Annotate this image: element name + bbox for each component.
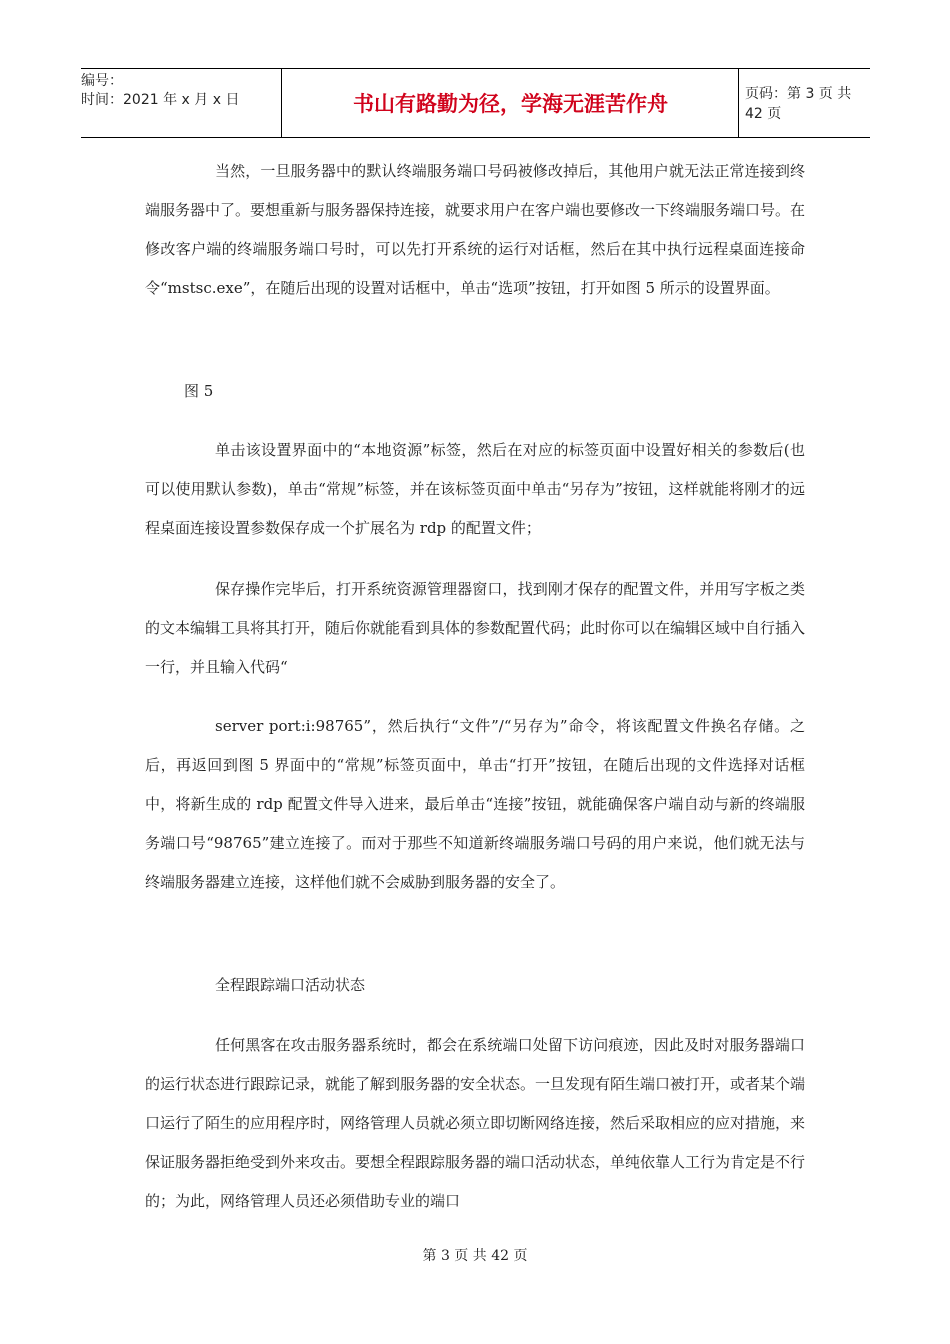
header-page-info: 页码：第 3 页 共 42 页: [745, 86, 852, 122]
page-header: [81, 68, 870, 138]
page-footer: 第 3 页 共 42 页: [422, 1248, 528, 1264]
serial-label: 编号：: [81, 73, 123, 89]
paragraph-5: 任何黑客在攻击服务器系统时，都会在系统端口处留下访问痕迹，因此及时对服务器端口的运行状态进行跟踪记录，就能了解到服务器的安全状态。一旦发现有陌生端口被打开，或者某个端口运行了陌生的应用程序时，网络管理人员就必须立即切断网络连接，然后采取相应的应对措施，来保证服务器拒绝受到外来攻击。要想全程跟踪服务器的端口活动状态，单纯依靠人工行为肯定是不行的；为此，网络管理人员还必须借助专业的端口: [145, 1036, 806, 1210]
header-meta: [81, 69, 282, 137]
paragraph-4: server port:i:98765”，然后执行“文件”/“另存为”命令，将该配置文件换名存储。之后，再返回到图 5 界面中的“常规”标签页面中，单击“打开”按钮，在随后出现的文件选择对话框中，将新生成的 rdp 配置文件导入进来，最后单击“连接”按钮，就能确保客户端自动与新的终端服务端口号“98765”建立连接了。而对于那些不知道新终端服务端口号码的用户来说，他们就无法与终端服务器建立连接，这样他们就不会威胁到服务器的安全了。: [145, 717, 805, 891]
paragraph-3: 保存操作完毕后，打开系统资源管理器窗口，找到刚才保存的配置文件，并用写字板之类的文本编辑工具将其打开，随后你就能看到具体的参数配置代码；此时你可以在编辑区域中自行插入一行，并且输入代码“: [145, 580, 806, 676]
paragraph-1: 当然，一旦服务器中的默认终端服务端口号码被修改掉后，其他用户就无法正常连接到终端服务器中了。要想重新与服务器保持连接，就要求用户在客户端也要修改一下终端服务端口号。在修改客户端的终端服务端口号时，可以先打开系统的运行对话框，然后在其中执行远程桌面连接命令“mstsc.exe”，在随后出现的设置对话框中，单击“选项”按钮，打开如图 5 所示的设置界面。: [145, 162, 806, 297]
paragraph-2: 单击该设置界面中的“本地资源”标签，然后在对应的标签页面中设置好相关的参数后(也可以使用默认参数)，单击“常规”标签，并在该标签页面中单击“另存为”按钮，这样就能将刚才的远程桌面连接设置参数保存成一个扩展名为 rdp 的配置文件；: [145, 441, 805, 537]
figure-label: 图 5: [184, 382, 214, 400]
section-heading: 全程跟踪端口活动状态: [215, 976, 366, 994]
date-line: 时间：2021 年 x 月 x 日: [81, 92, 240, 108]
header-motto: 书山有路勤为径，学海无涯苦作舟: [283, 69, 739, 137]
